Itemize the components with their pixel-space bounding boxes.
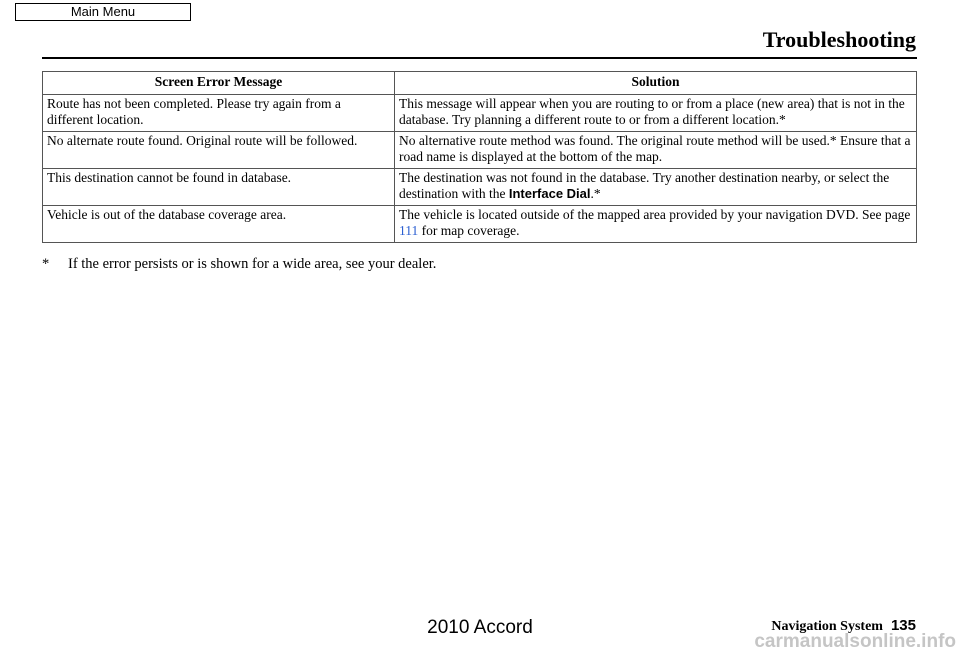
model-watermark: 2010 Accord <box>427 617 533 638</box>
error-message-cell: Route has not been completed. Please try again from a different location. <box>43 94 395 131</box>
page-title: Troubleshooting <box>762 27 916 52</box>
table-row <box>43 94 917 131</box>
solution-cell <box>395 205 917 242</box>
footnote-text: If the error persists or is shown for a wide area, see your dealer. <box>68 256 437 272</box>
footnote <box>42 256 436 273</box>
error-message-cell: This destination cannot be found in database. <box>43 168 395 205</box>
solution-text-end: for map coverage. <box>418 223 520 238</box>
solution-text-end: .* <box>590 186 601 201</box>
table-header-row <box>43 72 917 95</box>
column-header-error-message: Screen Error Message <box>43 72 395 95</box>
main-menu-button[interactable]: Main Menu <box>15 3 191 21</box>
solution-cell <box>395 168 917 205</box>
footnote-marker: * <box>42 256 50 272</box>
site-watermark: carmanualsonline.info <box>754 631 956 652</box>
interface-dial-term: Interface Dial <box>508 186 591 201</box>
solution-text: The destination was not found in the database. Try another destination nearby, or select the destination with the <box>399 169 890 201</box>
section-name: Navigation System <box>771 619 883 634</box>
page-number: 135 <box>890 617 916 634</box>
table-row <box>43 168 917 205</box>
page-111-link[interactable]: 111 <box>399 223 419 238</box>
error-message-cell: Vehicle is out of the database coverage area. <box>43 205 395 242</box>
table-row <box>43 205 917 242</box>
solution-text: The vehicle is located outside of the mapped area provided by your navigation DVD. See page <box>399 206 911 222</box>
table-row <box>43 131 917 168</box>
error-message-table <box>42 71 917 243</box>
error-message-cell: No alternate route found. Original route will be followed. <box>43 131 395 168</box>
title-divider <box>42 57 917 59</box>
solution-cell: This message will appear when you are routing to or from a place (new area) that is not in the database. Try planning a different route to or from a different location.* <box>395 94 917 131</box>
column-header-solution: Solution <box>395 72 917 95</box>
solution-cell: No alternative route method was found. The original route method will be used.* Ensure that a road name is displayed at the bottom of the map. <box>395 131 917 168</box>
